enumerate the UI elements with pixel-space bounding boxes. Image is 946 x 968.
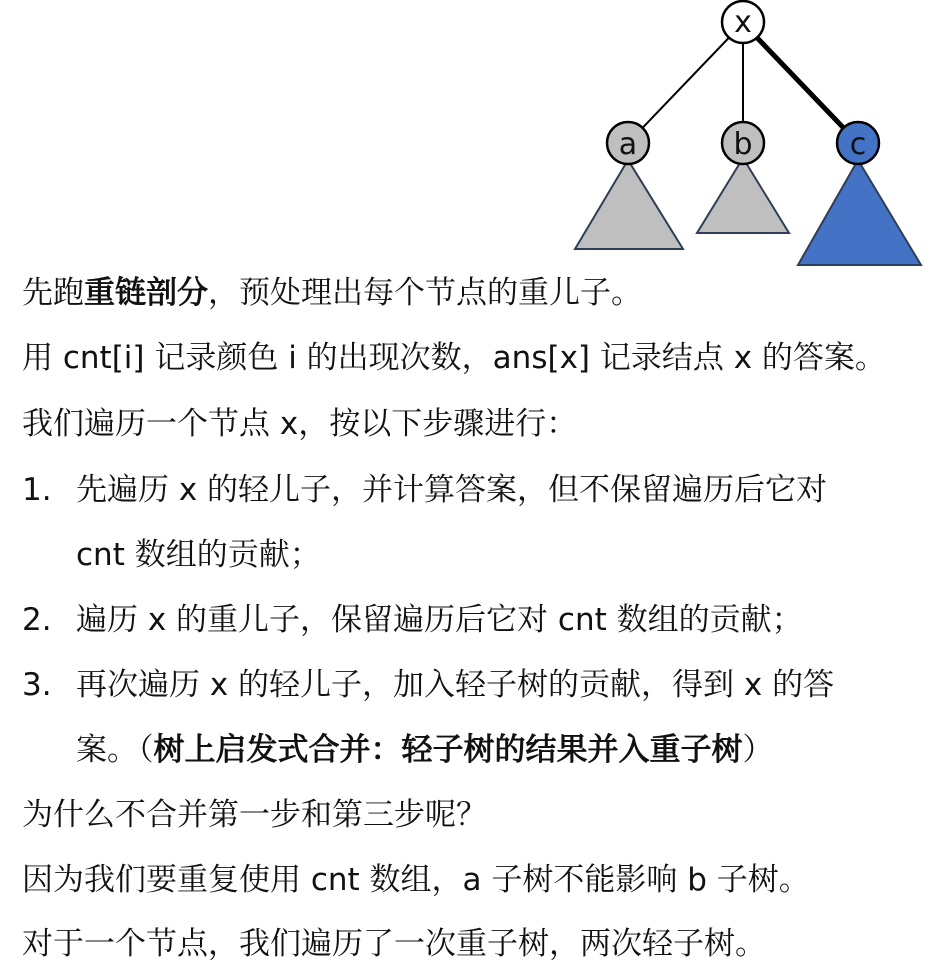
node-c-label: c — [849, 127, 867, 162]
line1-prefix: 先跑 — [22, 275, 84, 311]
node-b-label: b — [733, 127, 753, 162]
step-2-number: 2. — [22, 602, 52, 638]
line-cnt-ans: 用 cnt[i] 记录颜色 i 的出现次数，ans[x] 记录结点 x 的答案。 — [22, 340, 886, 376]
step-2-text: 遍历 x 的重儿子，保留遍历后它对 cnt 数组的贡献； — [76, 602, 803, 638]
subtree-a — [575, 160, 683, 249]
step-3-b-bold: 树上启发式合并：轻子树的结果并入重子树 — [153, 732, 743, 768]
line-conclusion: 对于一个节点，我们遍历了一次重子树，两次轻子树。 — [22, 926, 766, 962]
edge-x-a — [628, 23, 743, 143]
subtree-b — [697, 158, 789, 233]
step-3-number: 3. — [22, 667, 52, 703]
subtree-c — [798, 160, 921, 265]
step-3-text-a: 再次遍历 x 的轻儿子，加入轻子树的贡献，得到 x 的答 — [76, 667, 835, 703]
node-a-label: a — [618, 127, 638, 162]
step-1-text-a: 先遍历 x 的轻儿子，并计算答案，但不保留遍历后它对 — [76, 472, 828, 508]
line-reason: 因为我们要重复使用 cnt 数组，a 子树不能影响 b 子树。 — [22, 862, 810, 898]
line1-bold: 重链剖分 — [84, 275, 208, 311]
line-why-question: 为什么不合并第一步和第三步呢？ — [22, 797, 487, 833]
step-1-number: 1. — [22, 472, 52, 508]
line1-suffix: ，预处理出每个节点的重儿子。 — [208, 275, 642, 311]
tree-diagram — [0, 0, 946, 270]
edge-x-c-heavy — [743, 23, 858, 143]
step-1-text-b: cnt 数组的贡献； — [76, 537, 321, 573]
line-heavy-chain — [22, 273, 642, 313]
line-steps-intro: 我们遍历一个节点 x，按以下步骤进行： — [22, 406, 578, 442]
step-3-text-b — [76, 730, 774, 770]
step-3-b-prefix: 案。（ — [76, 732, 154, 768]
step-3-b-suffix: ） — [742, 732, 774, 768]
node-x-label: x — [734, 5, 752, 40]
